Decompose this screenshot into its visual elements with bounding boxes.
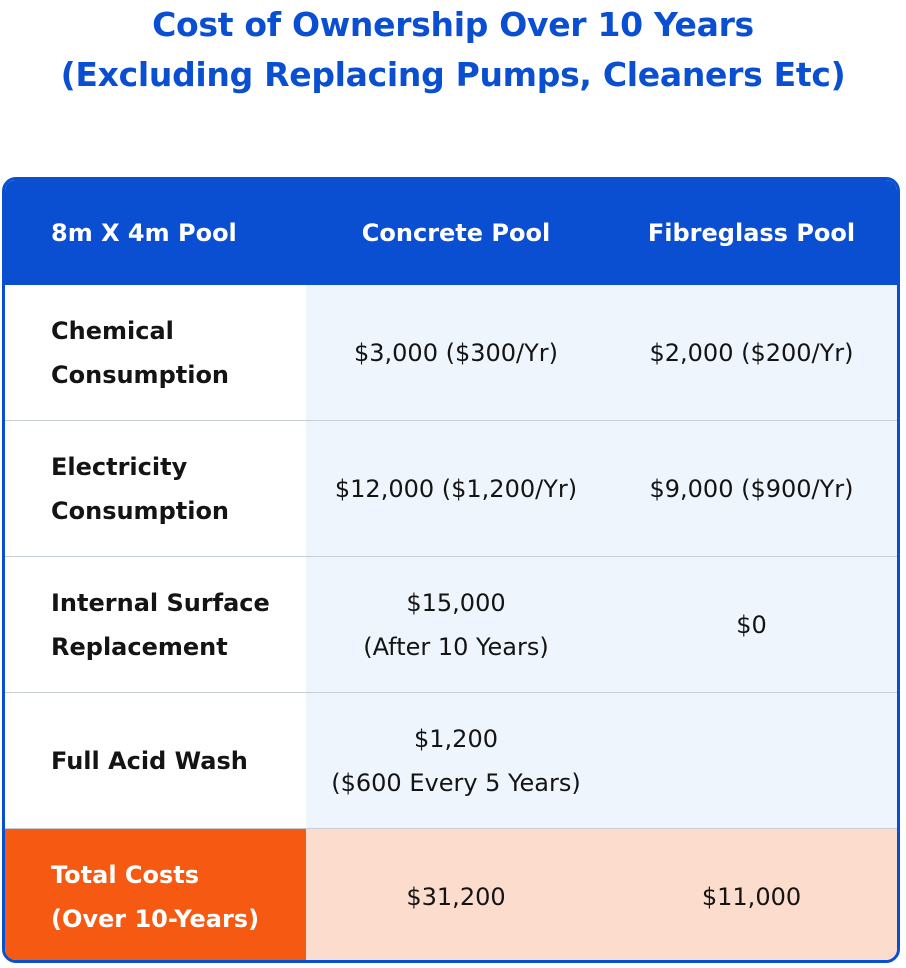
concrete-value xyxy=(306,693,606,829)
concrete-value xyxy=(306,285,606,420)
table-row xyxy=(5,556,897,693)
title-line-2: (Excluding Replacing Pumps, Cleaners Etc) xyxy=(60,55,846,94)
row-label-line: Chemical xyxy=(51,316,174,345)
title-line-1: Cost of Ownership Over 10 Years xyxy=(152,5,754,44)
fibreglass-value xyxy=(606,557,897,693)
concrete-value-text: $15,000 xyxy=(406,589,506,617)
concrete-value-text: $3,000 ($300/Yr) xyxy=(353,338,559,367)
fibreglass-value xyxy=(606,285,897,420)
concrete-value-note: (After 10 Years) xyxy=(363,633,549,661)
total-fibreglass-text: $11,000 xyxy=(701,882,802,911)
table-row xyxy=(5,285,897,420)
header-concrete-pool: Concrete Pool xyxy=(361,218,551,247)
row-label-line: Replacement xyxy=(51,633,228,661)
total-label-line: (Over 10-Years) xyxy=(51,904,260,933)
concrete-value xyxy=(306,557,606,693)
fibreglass-value-text: $2,000 ($200/Yr) xyxy=(649,338,854,367)
row-label xyxy=(5,693,306,829)
fibreglass-value-empty xyxy=(606,693,897,829)
concrete-value-text: $1,200 xyxy=(414,725,498,753)
total-label-line: Total Costs xyxy=(51,860,200,889)
cost-comparison-table xyxy=(2,177,900,963)
fibreglass-value xyxy=(606,421,897,557)
row-label-line: Internal Surface xyxy=(51,589,270,617)
table-header-row xyxy=(5,180,897,285)
row-label xyxy=(5,285,306,420)
total-concrete-text: $31,200 xyxy=(406,882,506,911)
total-fibreglass-value xyxy=(606,829,897,963)
row-label-line: Electricity xyxy=(51,453,188,481)
row-label xyxy=(5,421,306,557)
row-label-line: Full Acid Wash xyxy=(51,747,248,775)
page-title xyxy=(0,0,906,100)
total-label xyxy=(5,829,306,963)
total-row xyxy=(5,828,897,963)
fibreglass-value-text: $0 xyxy=(736,611,767,639)
concrete-value-text: $12,000 ($1,200/Yr) xyxy=(334,475,578,503)
table-row xyxy=(5,692,897,829)
concrete-value xyxy=(306,421,606,557)
fibreglass-value-text: $9,000 ($900/Yr) xyxy=(649,475,854,503)
total-concrete-value xyxy=(306,829,606,963)
header-pool-size: 8m X 4m Pool xyxy=(51,218,237,247)
table-row xyxy=(5,420,897,557)
row-label xyxy=(5,557,306,693)
row-label-line: Consumption xyxy=(51,360,230,389)
concrete-value-note: ($600 Every 5 Years) xyxy=(331,769,581,797)
header-fibreglass-pool: Fibreglass Pool xyxy=(647,218,856,247)
row-label-line: Consumption xyxy=(51,497,230,525)
